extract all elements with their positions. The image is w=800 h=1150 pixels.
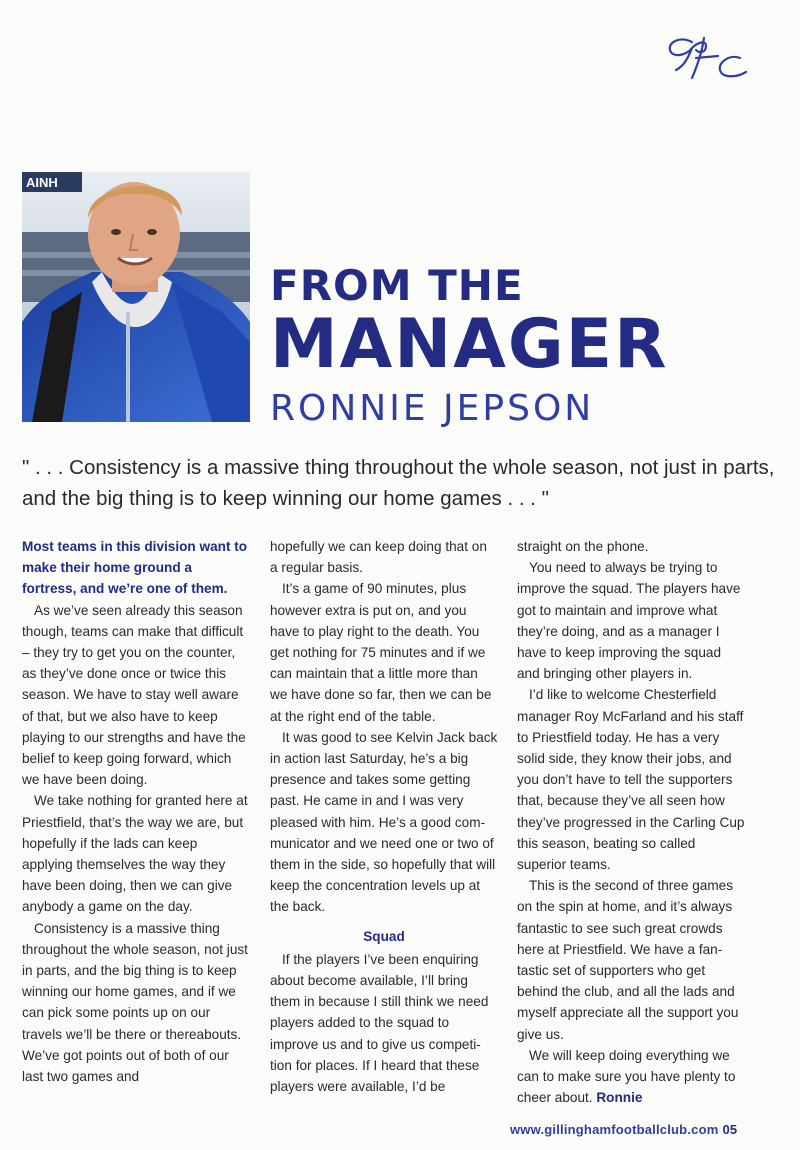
page-number: 05 — [722, 1122, 738, 1137]
body-paragraph: It was good to see Kelvin Jack back in action last Saturday, he’s a big presence and takes some getting past. He came in and I was very pleased with him. He’s a good communicator and we need one or two of them in the side, so hopefully that will keep the concentration levels up at the back. — [270, 729, 498, 915]
body-paragraph: You need to always be trying to improve the squad. The players have got to maintain and improve what they’re doing, and as a manager I have to keep improving the squad and bringing other players in. — [517, 560, 741, 682]
page-footer — [510, 1122, 737, 1137]
svg-text:AINH: AINH — [26, 175, 58, 190]
body-paragraph: It’s a game of 90 minutes, plus however extra is put on, and you have to play right to the death. You get nothing for 75 minutes and if we can maintain that a little more than we have done so far, then we can be at the right end of the table. — [270, 581, 492, 724]
body-paragraph: straight on the phone. — [517, 539, 649, 554]
club-website-link[interactable]: www.gillinghamfootballclub.com — [510, 1122, 719, 1137]
body-paragraph: If the players I’ve been enquiring about become available, I’ll bring them in because I still think we need players added to the squad to improve us and to give us competition for places. If I heard that these players were available, I’d be — [270, 951, 489, 1095]
closing-paragraph — [517, 1045, 745, 1109]
article-column-2 — [270, 536, 498, 1097]
body-paragraph: We take nothing for granted here at Priestfield, that’s the way we are, but hopefully if the lads can keep applying themselves the way they have been doing, then we can give anybody a game on the day. — [22, 793, 248, 915]
heading-from-the: FROM THE — [270, 261, 524, 310]
body-paragraph: I’d like to welcome Chesterfield manager Roy McFarland and his staff to Priestfield today. He has a very solid side, they know their jobs, and you don’t have to tell the supporters that, because they’ve all seen how they’ve progressed in the Carling Cup this season, beating so called superior teams. — [517, 687, 745, 873]
article-column-1 — [22, 536, 250, 1087]
body-paragraph: hopefully we can keep doing that on a regular basis. — [270, 539, 487, 576]
body-paragraph: As we’ve seen already this season though, teams can make that difficult – they try to get you on the counter, as they’ve done once or twice this season. We have to stay well aware of that, but we also have to keep playing to our strengths and have the belief to keep going forward, which we have been doing. — [22, 602, 246, 788]
heading-author-name: RONNIE JEPSON — [270, 388, 595, 429]
article-heading — [270, 262, 690, 430]
manager-photo — [22, 172, 250, 422]
manager-portrait-icon — [22, 172, 250, 422]
signature: Ronnie — [596, 1090, 643, 1106]
lead-paragraph: Most teams in this division want to make their home ground a fortress, and we’re one of them. — [22, 539, 248, 597]
body-paragraph: Consistency is a massive thing throughout the whole season, not just in parts, and the big thing is to keep winning our home games, and if we can pick some points up on our travels we’ll be there or thereabouts. We’ve got points out of both of our last two games and — [22, 920, 248, 1085]
closing-text: We will keep doing everything we can to make sure you have plenty to cheer about. — [517, 1047, 736, 1106]
heading-manager: MANAGER — [270, 305, 669, 384]
body-paragraph: This is the second of three games on the spin at home, and it’s always fantastic to see such great crowds here at Priestfield. We have a fantastic set of supporters who get behind the club, and all the lads and myself appreciate all the support you give us. — [517, 878, 739, 1042]
article-column-3 — [517, 536, 745, 1108]
club-monogram-logo — [662, 28, 758, 88]
pull-quote: " . . . Consistency is a massive thing throughout the whole season, not just in parts, and the big thing is to keep winning our home games . . . " — [22, 456, 775, 510]
section-subheading: Squad — [363, 928, 405, 944]
